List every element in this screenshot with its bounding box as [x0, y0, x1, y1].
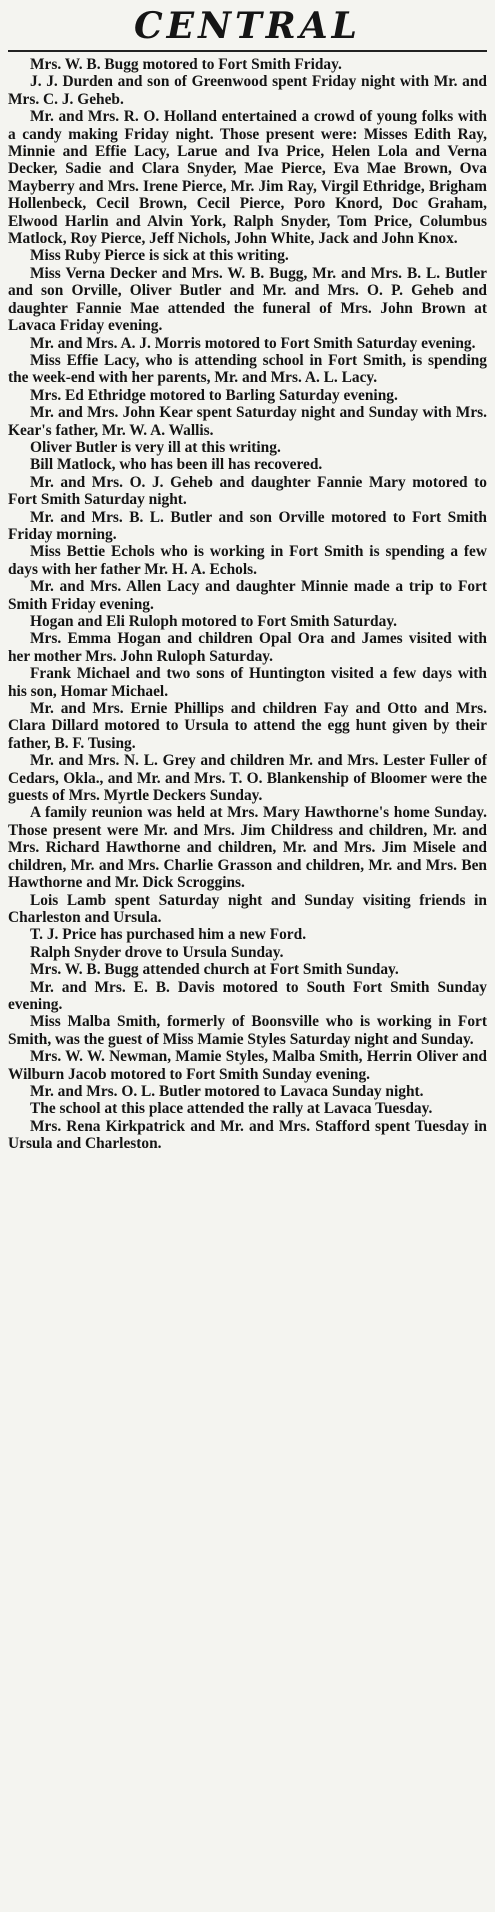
news-item: Mr. and Mrs. John Kear spent Saturday night and Sunday with Mrs. Kear's father, Mr. W. A. Wallis. — [8, 404, 487, 439]
news-item: The school at this place attended the rally at Lavaca Tuesday. — [30, 1100, 433, 1118]
news-item: T. J. Price has purchased him a new Ford. — [30, 926, 307, 944]
news-item: Mr. and Mrs. O. J. Geheb and daughter Fannie Mary motored to Fort Smith Saturday night. — [8, 473, 487, 509]
news-item: Mr. and Mrs. O. L. Butler motored to Lavaca Sunday night. — [30, 1082, 424, 1100]
news-item: Mr. and Mrs. Ernie Phillips and children Fay and Otto and Mrs. Clara Dillard motored to Ursula to attend the egg hunt given by their father, B. F. Tusing. — [8, 700, 487, 752]
news-item: Miss Bettie Echols who is working in Fort Smith is spending a few days with her father Mr. H. A. Echols. — [8, 543, 487, 578]
news-item: Mrs. W. B. Bugg attended church at Fort Smith Sunday. — [30, 961, 399, 979]
news-item: Mrs. W. B. Bugg motored to Fort Smith Friday. — [30, 56, 342, 73]
news-item: Mrs. Rena Kirkpatrick and Mr. and Mrs. Stafford spent Tuesday in Ursula and Charleston. — [8, 1117, 487, 1153]
news-column — [8, 4, 487, 1908]
news-item: Mr. and Mrs. Allen Lacy and daughter Minnie made a trip to Fort Smith Friday evening. — [8, 578, 487, 613]
news-item: Ralph Snyder drove to Ursula Sunday. — [30, 943, 284, 961]
news-items — [8, 56, 487, 1153]
news-item: Mr. and Mrs. E. B. Davis motored to South Fort Smith Sunday evening. — [8, 978, 487, 1013]
news-item: Mrs. Ed Ethridge motored to Barling Saturday evening. — [30, 386, 398, 404]
news-item: Mr. and Mrs. N. L. Grey and children Mr. and Mrs. Lester Fuller of Cedars, Okla., and Mr. and Mrs. T. O. Blankenship of Bloomer were the guests of Mrs. Myrtle Deckers Sunday. — [8, 752, 487, 805]
news-item: Miss Malba Smith, formerly of Boonsville who is working in Fort Smith, was the guest of Miss Mamie Styles Saturday night and Sunday. — [8, 1013, 487, 1048]
news-item: A family reunion was held at Mrs. Mary Hawthorne's home Sunday. Those present were Mr. and Mrs. Jim Childress and children, Mr. and Mrs. Richard Hawthorne and children, Mr. and Mrs. Jim Misele and children, Mr. and Mrs. Charlie Grasson and children, Mr. and Mrs. Ben Hawthorne and Mr. Dick Scroggins. — [8, 804, 487, 892]
news-item: Mr. and Mrs. A. J. Morris motored to Fort Smith Saturday evening. — [30, 334, 476, 352]
news-item: J. J. Durden and son of Greenwood spent Friday night with Mr. and Mrs. C. J. Geheb. — [8, 73, 487, 108]
news-item: Hogan and Eli Ruloph motored to Fort Smith Saturday. — [30, 613, 398, 630]
news-item: Mrs. Emma Hogan and children Opal Ora and James visited with her mother Mrs. John Ruloph Saturday. — [8, 630, 487, 665]
news-item: Miss Effie Lacy, who is attending school in Fort Smith, is spending the week-end with her parents, Mr. and Mrs. A. L. Lacy. — [8, 351, 487, 387]
news-item: Mr. and Mrs. B. L. Butler and son Orville motored to Fort Smith Friday morning. — [8, 508, 487, 543]
column-headline: CENTRAL — [134, 5, 361, 47]
news-item: Mrs. W. W. Newman, Mamie Styles, Malba Smith, Herrin Oliver and Wilburn Jacob motored to Fort Smith Sunday evening. — [8, 1048, 487, 1083]
news-item: Oliver Butler is very ill at this writing. — [30, 438, 281, 456]
news-item: Miss Ruby Pierce is sick at this writing. — [30, 247, 289, 265]
news-item: Mr. and Mrs. R. O. Holland entertained a crowd of young folks with a candy making Friday night. Those present were: Misses Edith Ray, Minnie and Effie Lacy, Larue and Iva Price, Helen Lola and Verna Decker, Sadie and Clara Snyder, Mae Pierce, Eva Mae Brown, Ova Mayberry and Mrs. Irene Pierce, Mr. Jim Ray, Virgil Ethridge, Brigham Hollenbeck, Cecil Brown, Cecil Pierce, Poro Knord, Doc Graham, Elwood Harlin and Alvin York, Ralph Snyder, Tom Price, Columbus Matlock, Roy Pierce, Jeff Nichols, John White, Jack and John Knox. — [8, 108, 487, 248]
headline-rule — [8, 50, 487, 52]
news-item: Lois Lamb spent Saturday night and Sunday visiting friends in Charleston and Ursula. — [8, 891, 487, 926]
news-item: Miss Verna Decker and Mrs. W. B. Bugg, Mr. and Mrs. B. L. Butler and son Orville, Oliver Butler and Mr. and Mrs. O. P. Geheb and daughter Fannie Mae attended the funeral of Mrs. John Brown at Lavaca Friday evening. — [8, 264, 487, 335]
news-item: Bill Matlock, who has been ill has recovered. — [30, 456, 323, 474]
news-item: Frank Michael and two sons of Huntington visited a few days with his son, Homar Michael. — [8, 665, 487, 700]
